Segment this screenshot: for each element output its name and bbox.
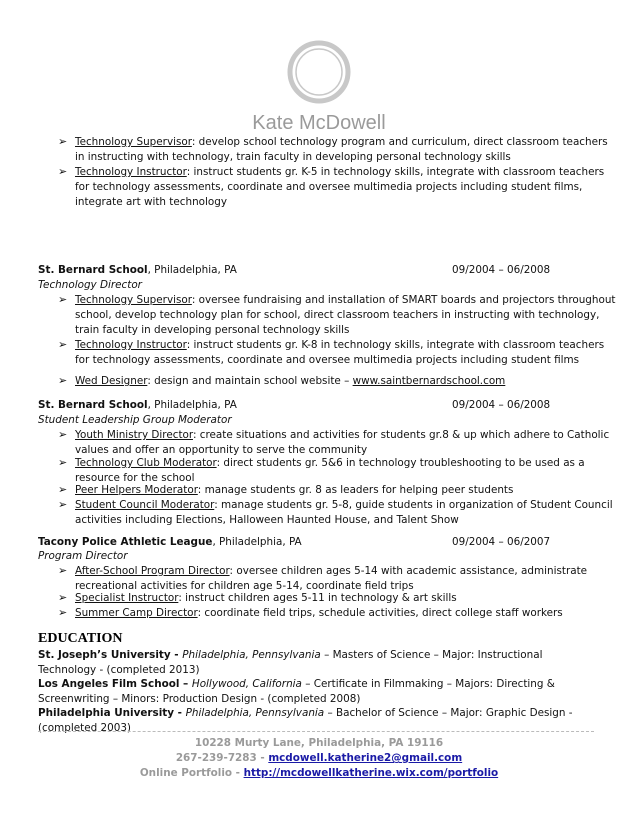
bullet-item xyxy=(58,135,618,165)
job-dates: 09/2004 – 06/2008 xyxy=(452,399,551,411)
bullet-text: : oversee children ages 5-14 with academic assistance, administrate recreational activities for children age 5-14, coordinate field trips xyxy=(75,565,588,592)
bullet-text: : direct students gr. 5&6 in technology troubleshooting to be used as a resource for the school xyxy=(75,457,585,484)
arrow-bullet-icon: ➢ xyxy=(58,165,68,178)
education-entry xyxy=(38,677,598,707)
job-dates: 09/2004 – 06/2008 xyxy=(452,264,551,276)
job-title: Technology Director xyxy=(38,279,142,291)
education-place: Philadelphia, Pennsylvania xyxy=(185,707,325,719)
education-place: Hollywood, California xyxy=(191,678,302,690)
education-entry xyxy=(38,648,598,678)
bullet-text: : design and maintain school website – xyxy=(147,375,353,387)
arrow-bullet-icon: ➢ xyxy=(58,135,68,148)
bullet-text: : oversee fundraising and installation of SMART boards and projectors throughout school, develop technology plan for school, direct classroom teachers in instructing with technology, train faculty in developing personal technology skills xyxy=(75,294,616,336)
arrow-bullet-icon: ➢ xyxy=(58,606,68,619)
bullet-title: After-School Program Director xyxy=(75,565,230,577)
education-school: Philadelphia University - xyxy=(38,707,186,719)
bullet-title: Technology Instructor xyxy=(75,166,187,178)
footer-contact xyxy=(0,752,638,764)
job-header xyxy=(38,535,598,550)
bullet-text: : instruct students gr. K-8 in technology skills, integrate with classroom teachers for technology assessments, coordinate and oversee multimedia projects including student films xyxy=(75,339,605,366)
bullet-item xyxy=(58,606,618,621)
portfolio-label: Online Portfolio - xyxy=(139,767,244,779)
bullet-item xyxy=(58,483,618,498)
school-website-link[interactable]: www.saintbernardschool.com xyxy=(352,375,506,387)
arrow-bullet-icon: ➢ xyxy=(58,591,68,604)
education-detail: – Masters of Science – Major: Instructional Technology - (completed 2013) xyxy=(38,649,543,676)
bullet-text: : create situations and activities for students gr.8 & up which adhere to Catholic values and offer an opportunity to serve the community xyxy=(75,429,610,456)
bullet-text: : instruct students gr. K-5 in technology skills, integrate with classroom teachers for technology assessments, coordinate and oversee multimedia projects including student films, integrate art with technology xyxy=(75,166,605,208)
arrow-bullet-icon: ➢ xyxy=(58,564,68,577)
footer-divider xyxy=(38,731,594,732)
bullet-item xyxy=(58,456,618,486)
bullet-item xyxy=(58,293,618,338)
bullet-title: Student Council Moderator xyxy=(75,499,215,511)
bullet-item xyxy=(58,591,618,606)
bullet-text: : develop school technology program and curriculum, direct classroom teachers in instructing with technology, train faculty in developing personal technology skills xyxy=(75,136,608,163)
bullet-title: Peer Helpers Moderator xyxy=(75,484,198,496)
arrow-bullet-icon: ➢ xyxy=(58,498,68,511)
bullet-text: : manage students gr. 5-8, guide students in organization of Student Council activities including Elections, Halloween Haunted House, and Talent Show xyxy=(75,499,613,526)
footer-portfolio xyxy=(0,767,638,779)
bullet-item xyxy=(58,498,618,528)
job-title: Program Director xyxy=(38,550,128,562)
job-org: St. Bernard School xyxy=(38,264,148,276)
resume-name: Kate McDowell xyxy=(252,112,386,134)
bullet-title: Summer Camp Director xyxy=(75,607,198,619)
education-school: St. Joseph’s University - xyxy=(38,649,183,661)
bullet-title: Specialist Instructor xyxy=(75,592,179,604)
logo-ring-icon xyxy=(287,40,351,104)
bullet-title: Technology Instructor xyxy=(75,339,187,351)
job-org: St. Bernard School xyxy=(38,399,148,411)
footer-address: 10228 Murty Lane, Philadelphia, PA 19116 xyxy=(194,737,444,749)
education-heading: EDUCATION xyxy=(38,631,123,646)
arrow-bullet-icon: ➢ xyxy=(58,428,68,441)
education-detail: – Certificate in Filmmaking – Majors: Directing & Screenwriting – Minors: Production Design - (completed 2008) xyxy=(38,678,555,705)
bullet-item xyxy=(58,165,618,210)
bullet-text: : manage students gr. 8 as leaders for helping peer students xyxy=(197,484,514,496)
bullet-item xyxy=(58,338,618,368)
bullet-title: Youth Ministry Director xyxy=(75,429,193,441)
job-header xyxy=(38,398,598,413)
bullet-text: : coordinate field trips, schedule activities, direct college staff workers xyxy=(197,607,563,619)
education-detail: – Bachelor of Science – Major: Graphic Design - (completed 2003) xyxy=(38,707,573,734)
job-location: , Philadelphia, PA xyxy=(147,399,237,411)
bullet-title: Technology Supervisor xyxy=(75,136,192,148)
job-header xyxy=(38,263,598,278)
email-link[interactable]: mcdowell.katherine2@gmail.com xyxy=(268,752,463,764)
bullet-title: Wed Designer xyxy=(75,375,148,387)
job-org: Tacony Police Athletic League xyxy=(38,536,213,548)
bullet-item xyxy=(58,374,618,389)
footer-phone: 267-239-7283 - xyxy=(175,752,269,764)
bullet-item xyxy=(58,428,618,458)
job-dates: 09/2004 – 06/2007 xyxy=(452,536,551,548)
job-title: Student Leadership Group Moderator xyxy=(38,414,232,426)
bullet-title: Technology Club Moderator xyxy=(75,457,217,469)
arrow-bullet-icon: ➢ xyxy=(58,338,68,351)
education-place: Philadelphia, Pennsylvania xyxy=(182,649,321,661)
education-school: Los Angeles Film School – xyxy=(38,678,192,690)
bullet-text: : instruct children ages 5-11 in technology & art skills xyxy=(178,592,457,604)
arrow-bullet-icon: ➢ xyxy=(58,456,68,469)
job-location: , Philadelphia, PA xyxy=(147,264,237,276)
arrow-bullet-icon: ➢ xyxy=(58,374,68,387)
arrow-bullet-icon: ➢ xyxy=(58,293,68,306)
arrow-bullet-icon: ➢ xyxy=(58,483,68,496)
portfolio-link[interactable]: http://mcdowellkatherine.wix.com/portfolio xyxy=(243,767,499,779)
bullet-title: Technology Supervisor xyxy=(75,294,192,306)
bullet-item xyxy=(58,564,618,594)
job-location: , Philadelphia, PA xyxy=(212,536,302,548)
